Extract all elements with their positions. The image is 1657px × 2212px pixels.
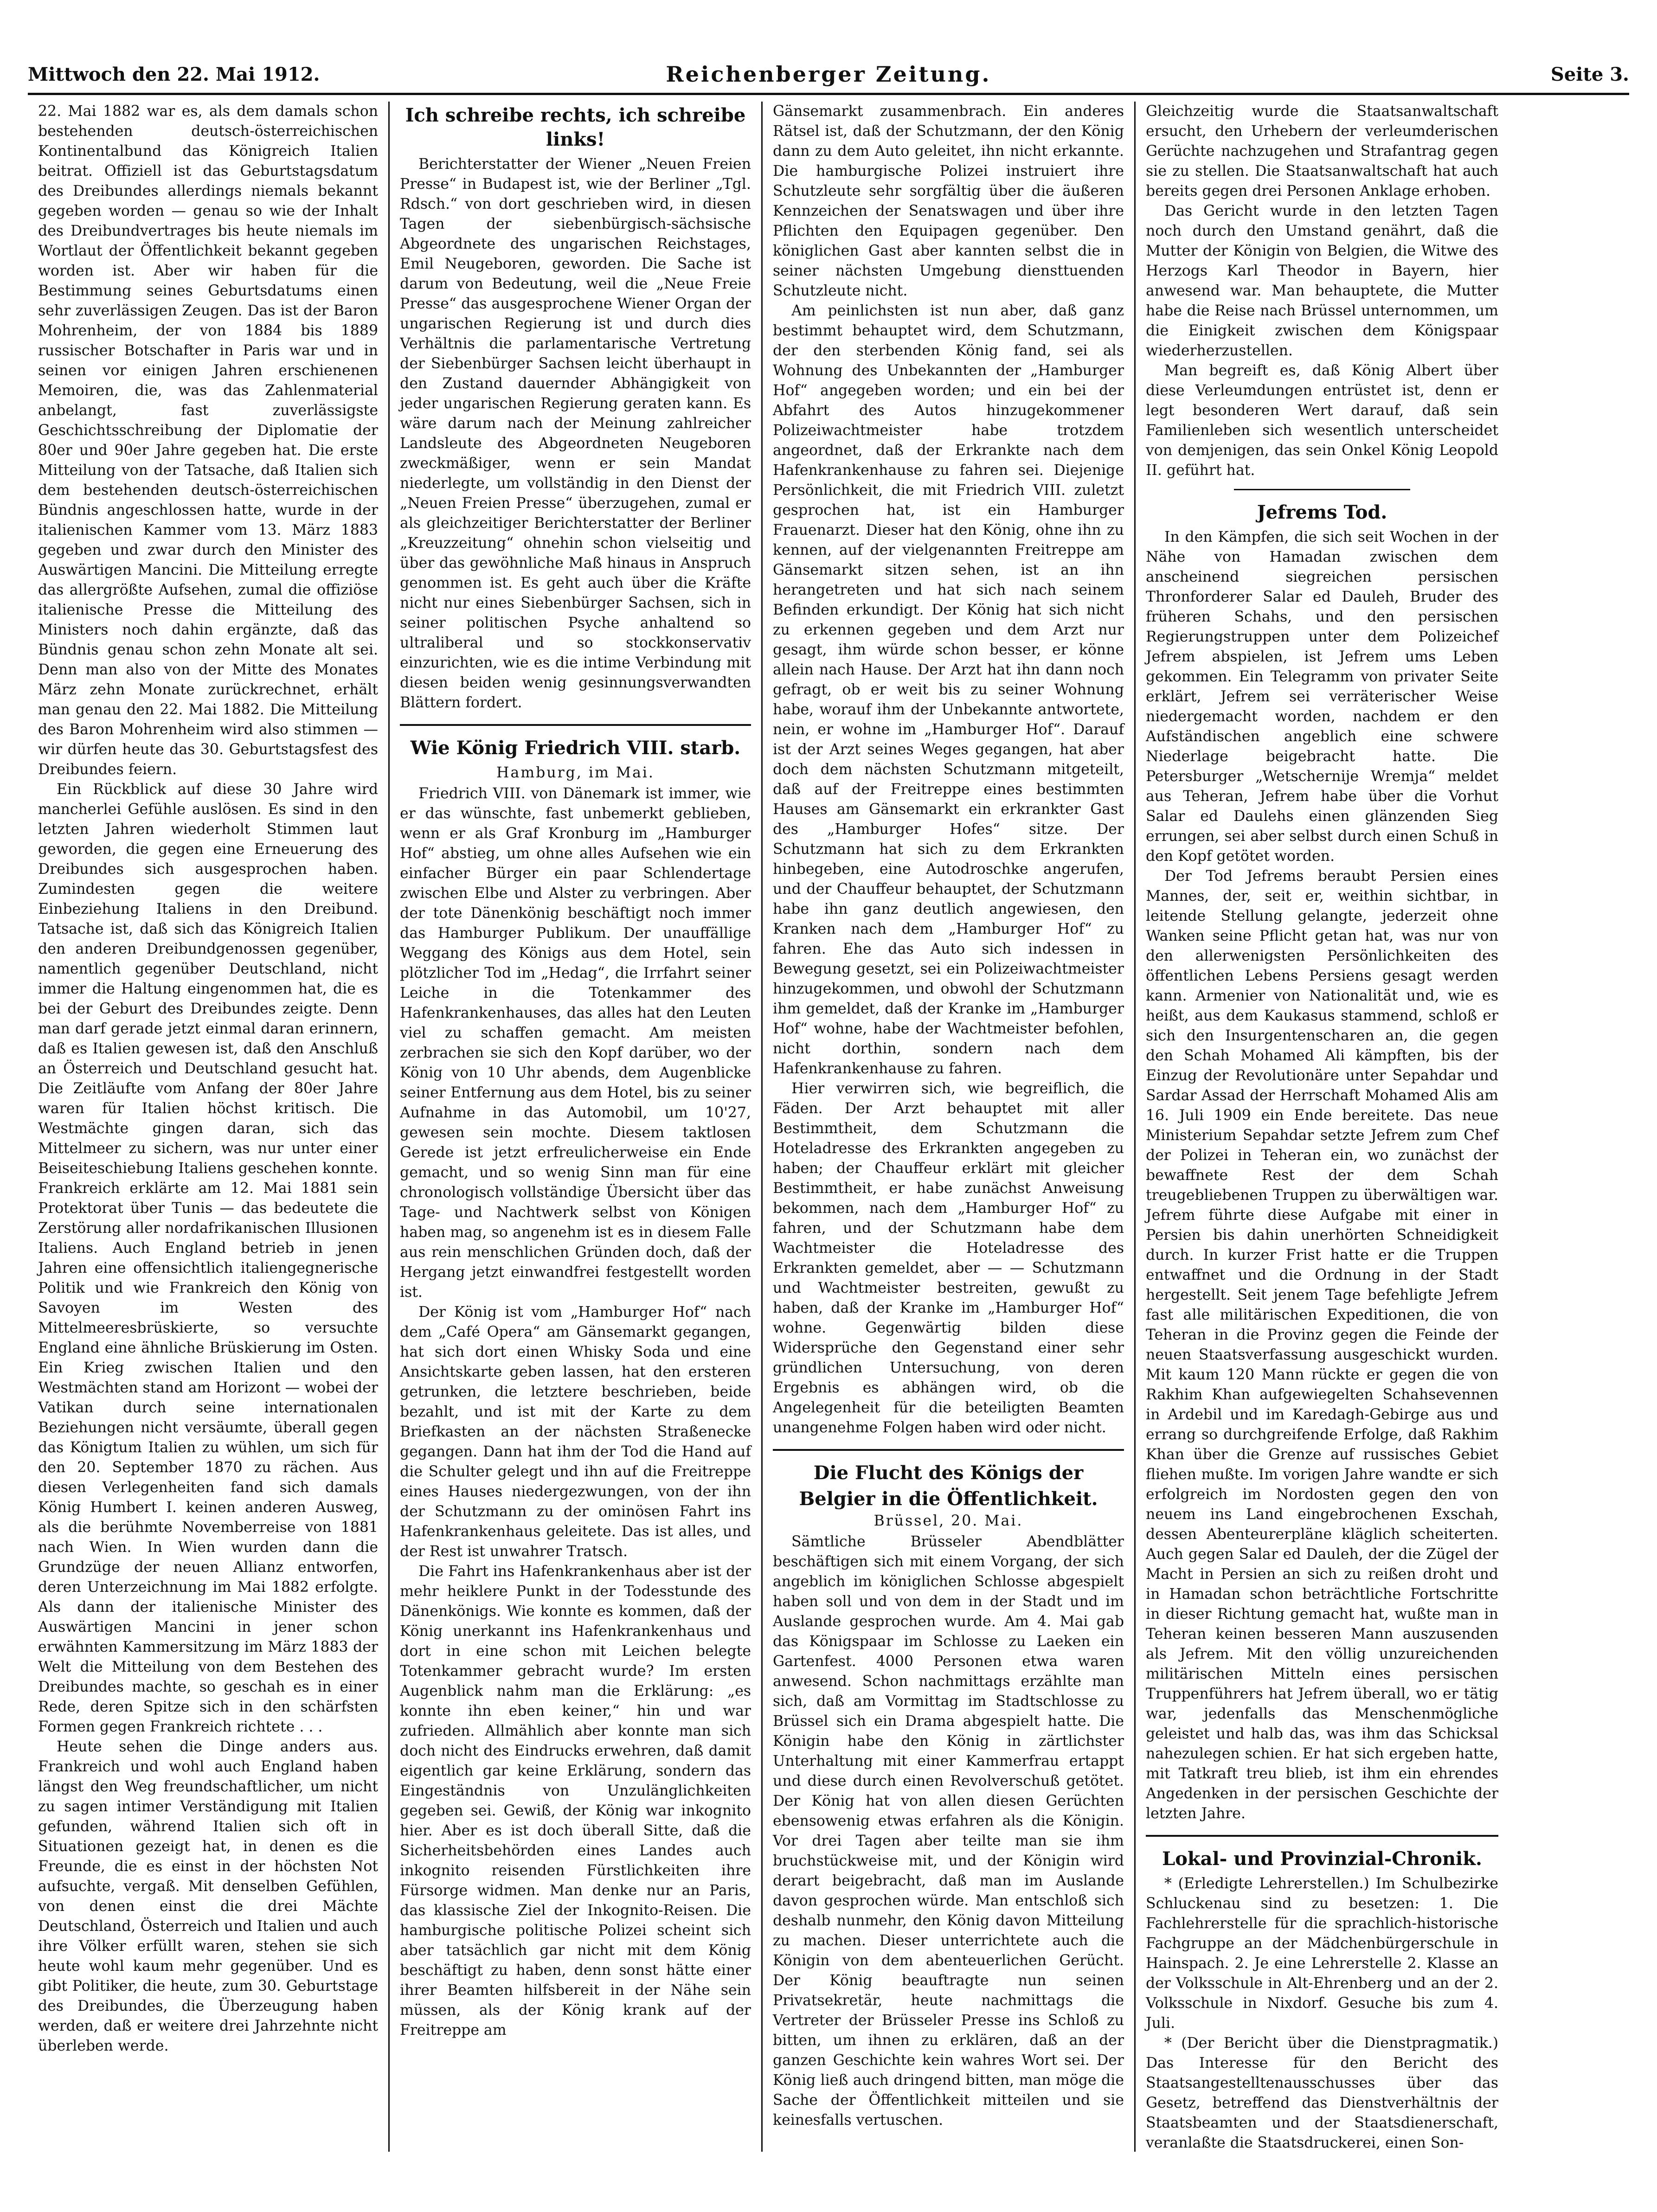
header-date: Mittwoch den 22. Mai 1912. <box>28 63 320 85</box>
article-paragraph: Die Fahrt ins Hafenkrankenhaus aber ist der mehr heiklere Punkt in der Todesstunde des Dänenkönigs. Wie konnte es kommen, daß der König unerkannt ins Hafenkrankenhaus und dort in eine schon mit Leichen belegte Totenkammer gebracht wurde? Im ersten Augenblick nahm man die Erklärung: „es konnte ihn eben keiner,“ hin und war zufrieden. Allmählich aber konnte man sich doch nicht des Eindrucks erwehren, daß damit eigentlich gar keine Erklärung, sondern das Eingeständnis von Unzulänglichkeiten gegeben sei. Gewiß, der König war inkognito hier. Aber es ist doch überall Sitte, daß die Sicherheitsbehörden eines Landes auch inkognito reisenden Fürstlichkeiten ihre Fürsorge widmen. Man denke nur an Paris, das klassische Ziel der Inkognito-Reisen. Die hamburgische politische Polizei scheint sich aber tatsächlich gar nicht mit dem König beschäftigt zu haben, denn sonst hätte einer ihrer Beamten hilfsbereit in der Nähe sein müssen, als der König krank auf der Freitreppe am <box>400 1563 751 2039</box>
article-paragraph: Der König ist vom „Hamburger Hof“ nach dem „Café Opera“ am Gänsemarkt gegangen, hat sich dort einen Whisky Soda und eine Ansichtskarte geben lassen, hat den ersteren getrunken, die letztere beschrieben, beide bezahlt, und ist mit der Karte zu dem Briefkasten an der nächsten Straßenecke gegangen. Dann hat ihm der Tod die Hand auf die Schulter gelegt und ihn auf die Freitreppe eines Hauses niedergezwungen, von der ihn der Schutzmann zu der ominösen Fahrt ins Hafenkrankenhaus geleitete. Das ist alles, und der Rest ist unwahrer Tratsch. <box>400 1304 751 1560</box>
page-header <box>28 56 1629 95</box>
headline-flucht-line2: Belgier in die Öffentlichkeit. <box>799 1488 1098 1510</box>
headline-jefrem: Jefrems Tod. <box>1257 501 1387 523</box>
newspaper-title: Reichenberger Zeitung. <box>666 62 991 87</box>
dateline: Brüssel, 20. Mai. <box>873 1513 1023 1529</box>
article-paragraph: Friedrich VIII. von Dänemark ist immer, wie er das wünschte, fast unbemerkt geblieben, wenn er als Graf Kronburg im „Hamburger Hof“ abstieg, um ohne alles Aufsehen wie ein einfacher Bürger ein paar Schlendertage zwischen Elbe und Alster zu verbringen. Aber der tote Dänenkönig beschäftigt noch immer das Hamburger Publikum. Der unauffällige Weggang des Königs aus dem Hotel, sein plötzlicher Tod im „Hedag“, die Irrfahrt seiner Leiche in die Totenkammer des Hafenkrankenhauses, das alles hat den Leuten viel zu schaffen gemacht. Am meisten zerbrachen sie sich den Kopf darüber, wo der König von 10 Uhr abends, dem Augenblicke seiner Entfernung aus dem Hotel, bis zu seiner Aufnahme in das Automobil, um 10'27, gewesen sein mochte. Diesem taktlosen Gerede ist jetzt erfreulicherweise ein Ende gemacht, und so wenig Sinn man für eine chronologisch vollständige Übersicht über das Tage- und Nachtwerk selbst von Königen haben mag, so angenehm ist es in diesem Falle aus rein menschlichen Gründen doch, daß der Hergang jetzt einwandfrei festgestellt worden ist. <box>400 785 751 1301</box>
page-number: Seite 3. <box>1550 63 1629 85</box>
column-1 <box>28 102 390 2152</box>
headline-friedrich: Wie König Friedrich VIII. starb. <box>410 737 741 759</box>
column-3 <box>763 102 1136 2152</box>
section-divider <box>1234 489 1410 490</box>
article-paragraph: Berichterstatter der Wiener „Neuen Freien Presse“ in Budapest ist, wie der Berliner „Tgl. Rdsch.“ von dort geschrieben wird, in diesen Tagen der siebenbürgisch-sächsische Abgeordnete des ungarischen Reichstages, Emil Neugeboren, geworden. Die Sache ist darum von Bedeutung, weil die „Neue Freie Presse“ das ausgesprochene Wiener Organ der ungarischen Regierung ist und durch dies Verhältnis die parlamentarische Vertretung der Siebenbürger Sachsen leicht überhaupt in den Zustand dauernder Abhängigkeit von jeder ungarischen Regierung geraten kann. Es wäre darum nach der Meinung zahlreicher Landsleute des Abgeordneten Neugeboren zweckmäßiger, wenn er sein Mandat niederlegte, um vollständig in den Dienst der „Neuen Freien Presse“ überzugehen, zumal er als gleichzeitiger Berichterstatter der Berliner „Kreuzzeitung“ ohnehin schon vielseitig und über das gewöhnliche Maß hinaus in Anspruch genommen ist. Es geht auch über die Kräfte nicht nur eines Siebenbürger Sachsen, sich in seiner politischen Psyche anhaltend so ultraliberal und so stockkonservativ einzurichten, wie es die intime Verbindung mit diesen beiden wenig gesinnungsverwandten Blättern fordert. <box>400 156 751 711</box>
section-divider <box>400 724 751 726</box>
section-divider <box>1146 1835 1498 1837</box>
article-paragraph: Ein Rückblick auf diese 30 Jahre wird mancherlei Gefühle auslösen. Es sind in den letzten Jahren wiederholt Stimmen laut geworden, die gegen eine Erneuerung des Dreibundes sich ausgesprochen haben. Zumindesten gegen die weitere Einbeziehung Italiens in den Dreibund. Tatsache ist, daß sich das Königreich Italien den anderen Dreibundgenossen gegenüber, namentlich gegenüber Deutschland, nicht immer die Haltung eingenommen hat, die es bei der Geburt des Dreibundes zeigte. Denn man darf gerade jetzt einmal daran erinnern, daß es Italien gewesen ist, daß den Anschluß an Österreich und Deutschland gesucht hat. Die Zeitläufte vom Anfang der 80er Jahre waren für Italien höchst kritisch. Die Westmächte gingen daran, sich das Mittelmeer zu sichern, was nur unter einer Beiseiteschiebung Italiens geschehen konnte. Frankreich erklärte am 12. Mai 1881 sein Protektorat über Tunis — das bedeutete die Zerstörung aller nordafrikanischen Illusionen Italiens. Auch England betrieb in jenen Jahren eine offensichtlich italiengegnerische Politik und wie Frankreich den König von Savoyen im Westen des Mittelmeeresbrüskierte, so versuchte England eine ähnliche Brüskierung im Osten. Ein Krieg zwischen Italien und den Westmächten stand am Horizont — wobei der Vatikan durch seine internationalen Beziehungen nicht versäumte, überall gegen das Königtum Italien zu wühlen, um sich für den 20. September 1870 zu rächen. Aus diesen Verlegenheiten fand sich damals König Humbert I. keinen anderen Ausweg, als die berühmte Novemberreise von 1881 nach Wien. In Wien wurden dann die Grundzüge der neuen Allianz entworfen, deren Unterzeichnung im Mai 1882 erfolgte. Als dann der italienische Minister des Auswärtigen Mancini in jener schon erwähnten Kammersitzung im März 1883 der Welt die Mitteilung von dem Bestehen des Dreibundes machte, so geschah es in einer Rede, deren Spitze sich in den schärfsten Formen gegen Frankreich richtete . . . <box>38 781 378 1735</box>
headline-flucht-line1: Die Flucht des Königs der <box>813 1462 1084 1484</box>
dateline: Hamburg, im Mai. <box>496 764 655 781</box>
article-paragraph: * (Erledigte Lehrerstellen.) Im Schulbezirke Schluckenau sind zu besetzen: 1. Die Fachlehrerstelle für die sprachlich-historische Fachgruppe an der Mädchenbürgerschule in Hainspach. 2. Je eine Lehrerstelle 2. Klasse an der Volksschule in Alt-Ehrenberg und an der 2. Volksschule in Nixdorf. Gesuche bis zum 4. Juli. <box>1146 1875 1498 2032</box>
article-paragraph: Hier verwirren sich, wie begreiflich, die Fäden. Der Arzt behauptet mit aller Bestimmtheit, dem Schutzmann die Hoteladresse des Erkrankten angegeben zu haben; der Chauffeur erklärt mit gleicher Bestimmtheit, er habe zunächst Anweisung bekommen, nach dem „Hamburger Hof“ zu fahren, und der Schutzmann habe dem Wachtmeister die Hoteladresse des Erkrankten gemeldet, aber — — Schutzmann und Wachtmeister bestreiten, gewußt zu haben, daß der Kranke im „Hamburger Hof“ wohne. Gegenwärtig bilden diese Widersprüche den Gegenstand einer sehr gründlichen Untersuchung, von deren Ergebnis es abhängen wird, ob die Angelegenheit für die beteiligten Beamten unangenehme Folgen haben wird oder nicht. <box>773 1080 1124 1436</box>
article-paragraph: * (Der Bericht über die Dienstpragmatik.) Das Interesse für den Bericht des Staatsangestelltenausschusses über das Gesetz, betreffend das Dienstverhältnis der Staatsbeamten und der Staatsdienerschaft, veranlaßte die Staatsdruckerei, einen Son- <box>1146 2035 1498 2151</box>
column-2 <box>390 102 763 2152</box>
article-paragraph: Gleichzeitig wurde die Staatsanwaltschaft ersucht, den Urhebern der verleumderischen Gerüchte nachzugehen und Strafantrag gegen sie zu stellen. Die Staatsanwaltschaft hat auch bereits gegen drei Personen Anklage erhoben. <box>1146 103 1498 199</box>
article-paragraph: Man begreift es, daß König Albert über diese Verleumdungen entrüstet ist, denn er legt besonderen Wert darauf, daß sein Familienleben sich wesentlich unterscheidet von demjenigen, das sein Onkel König Leopold II. geführt hat. <box>1146 362 1498 479</box>
article-paragraph: In den Kämpfen, die sich seit Wochen in der Nähe von Hamadan zwischen dem anscheinend siegreichen persischen Thronforderer Salar ed Dauleh, Bruder des früheren Schahs, und den persischen Regierungstruppen unter dem Polizeichef Jefrem abspielen, ist Jefrem ums Leben gekommen. Ein Telegramm von privater Seite erklärt, Jefrem sei verräterischer Weise niedergemacht worden, nachdem er den Aufständischen angeblich eine schwere Niederlage beigebracht hatte. Die Petersburger „Wetschernije Wremja“ meldet aus Teheran, Jefrem habe über die Vorhut Salar ed Daulehs einen glänzenden Sieg errungen, sei aber selbst durch einen Schuß in den Kopf getötet worden. <box>1146 529 1498 865</box>
article-paragraph: Am peinlichsten ist nun aber, daß ganz bestimmt behauptet wird, dem Schutzmann, der den sterbenden König fand, sei als Wohnung des Unbekannten der „Hamburger Hof“ angegeben worden; und ein bei der Abfahrt des Autos hinzugekommener Polizeiwachtmeister habe trotzdem angeordnet, daß der Erkrankte nach dem Hafenkrankenhause zu fahren sei. Diejenige Persönlichkeit, die mit Friedrich VIII. zuletzt gesprochen hat, ist ein Hamburger Frauenarzt. Dieser hat den König, ohne ihn zu kennen, auf der vielgenannten Freitreppe am Gänsemarkt sitzen sehen, ist an ihn herangetreten und hat sich nach seinem Befinden erkundigt. Der König hat sich nicht zu erkennen gegeben und dem Arzt nur gesagt, ihm würde schon besser, er könne allein nach Hause. Der Arzt hat ihn dann noch gefragt, ob er weit bis zu seiner Wohnung habe, worauf ihm der Unbekannte antwortete, nein, er wohne im „Hamburger Hof“. Darauf ist der Arzt seines Weges gegangen, hat aber doch dem nächsten Schutzmann mitgeteilt, daß auf der Freitreppe eines bestimmten Hauses am Gänsemarkt ein erkrankter Gast des „Hamburger Hofes“ sitze. Der Schutzmann hat sich zu dem Erkrankten hinbegeben, eine Autodroschke angerufen, und der Chauffeur behauptet, der Schutzmann habe ihn ganz deutlich angewiesen, den Kranken nach dem „Hamburger Hof“ zu fahren. Ehe das Auto sich indessen in Bewegung gesetzt, sei ein Polizeiwachtmeister hinzugekommen, und obwohl der Schutzmann ihm gemeldet, daß der Kranke im „Hamburger Hof“ wohne, habe der Wachtmeister befohlen, nicht dorthin, sondern nach dem Hafenkrankenhause zu fahren. <box>773 302 1124 1077</box>
headline-lokal-chronik: Lokal- und Provinzial-Chronik. <box>1162 1848 1482 1870</box>
article-paragraph: Sämtliche Brüsseler Abendblätter beschäftigen sich mit einem Vorgang, der sich angeblich im königlichen Schlosse abgespielt haben soll und von dem in der Stadt und im Auslande gesprochen wurde. Am 4. Mai gab das Königspaar im Schlosse zu Laeken ein Gartenfest. 4000 Personen etwa waren anwesend. Schon nachmittags erzählte man sich, daß am Vormittag im Stadtschlosse zu Brüssel sich ein Drama abgespielt hatte. Die Königin habe den König in zärtlichster Unterhaltung mit einer Kammerfrau ertappt und diese durch einen Revolverschuß getötet. Der König hat von allen diesen Gerüchten ebensowenig etwas erfahren als die Königin. Vor drei Tagen aber teilte man sie ihm bruchstückweise mit, und der Königin wird derart beigebracht, daß man im Auslande davon gesprochen würde. Man entschloß sich deshalb nunmehr, den König davon Mitteilung zu machen. Dieser unterrichtete auch die Königin von dem abenteuerlichen Gerücht. Der König beauftragte nun seinen Privatsekretär, heute nachmittags die Vertreter der Brüsseler Presse ins Schloß zu bitten, um ihnen zu erklären, daß an der ganzen Geschichte kein wahres Wort sei. Der König ließ auch dringend bitten, man möge die Sache der Öffentlichkeit mitteilen und sie keinesfalls vertuschen. <box>773 1533 1124 2129</box>
article-paragraph: Heute sehen die Dinge anders aus. Frankreich und wohl auch England haben längst den Weg freundschaftlicher, um nicht zu sagen intimer Verständigung mit Italien gefunden, während Italien sich oft in Situationen gezeigt hat, in denen es die Freunde, die es einst in der höchsten Not aufsuchte, vergaß. Mit denselben Gefühlen, von denen einst die drei Mächte Deutschland, Österreich und Italien und auch ihre Völker erfüllt waren, stehen sie sich heute wohl kaum mehr gegenüber. Und es gibt Politiker, die heute, zum 30. Geburtstage des Dreibundes, die Überzeugung haben werden, daß er weitere drei Jahrzehnte nicht überleben werde. <box>38 1738 378 2054</box>
section-divider <box>773 1449 1124 1451</box>
article-paragraph: Gänsemarkt zusammenbrach. Ein anderes Rätsel ist, daß der Schutzmann, der den König dann zu dem Auto geleitet, ihn nicht erkannte. Die hamburgische Polizei instruiert ihre Schutzleute sehr sorgfältig über die äußeren Kennzeichen der Senatswagen und über ihre Pflichten den Equipagen gegenüber. Den königlichen Gast aber kannten selbst die in seiner nächsten Umgebung diensttuenden Schutzleute nicht. <box>773 103 1124 299</box>
headline-ich-schreibe: Ich schreibe rechts, ich schreibe links! <box>405 104 746 150</box>
article-paragraph: Der Tod Jefrems beraubt Persien eines Mannes, der, seit er, weithin sichtbar, in leitende Stellung gelangte, jederzeit ohne Wanken seine Pflicht getan hat, was nur von den allerwenigsten Persönlichkeiten des öffentlichen Lebens Persiens gesagt werden kann. Armenier von Nationalität und, wie es heißt, aus dem Kaukasus stammend, schloß er sich den Insurgentenscharen an, die gegen den Schah Mohamed Ali kämpften, bis der Einzug der Revolutionäre unter Sepahdar und Sardar Assad der Herrschaft Mohamed Alis am 16. Juli 1909 ein Ende bereitete. Das neue Ministerium Sepahdar setzte Jefrem zum Chef der Polizei in Teheran ein, wo zunächst der bewaffnete Rest der dem Schah treugebliebenen Truppen zu überwältigen war. Jefrem führte diese Aufgabe mit einer in Persien bis dahin unerhörten Schneidigkeit durch. In kurzer Frist hatte er die Truppen entwaffnet und die Ordnung in der Stadt hergestellt. Seit jenem Tage befehligte Jefrem fast alle militärischen Expeditionen, die von Teheran in die Provinz gegen die Feinde der neuen Staatsverfassung ausgeschickt wurden. Mit kaum 120 Mann rückte er gegen die von Rakhim Khan aufgewiegelten Schahsevennen in Ardebil und im Karedagh-Gebirge aus und errang so durchgreifende Erfolge, daß Rakhim Khan über die Grenze auf russisches Gebiet fliehen mußte. Im vorigen Jahre wandte er sich erfolgreich im Nordosten gegen den von neuem ins Land eingebrochenen Exschah, dessen Abenteurerpläne kläglich scheiterten. Auch gegen Salar ed Dauleh, der die Zügel der Macht in Persien an sich zu reißen droht und in Hamadan schon beträchtliche Fortschritte in dieser Richtung gemacht hat, wußte man in Teheran keinen besseren Mann auszusenden als Jefrem. Mit den völlig unzureichenden militärischen Mitteln eines persischen Truppenführers hat Jefrem überall, wo er tätig war, jedenfalls das Menschenmögliche geleistet und halb das, was ihm das Schicksal nahezulegen schien. Er hat sich ergeben hatte, mit Tatkraft treu blieb, ist ihm ein ehrendes Angedenken in der persischen Geschichte der letzten Jahre. <box>1146 868 1498 1822</box>
column-4 <box>1136 102 1509 2152</box>
article-paragraph: Das Gericht wurde in den letzten Tagen noch durch den Umstand genährt, daß die Mutter der Königin von Belgien, die Witwe des Herzogs Karl Theodor in Bayern, hier anwesend war. Man behauptete, die Mutter habe die Reise nach Brüssel unternommen, um die Einigkeit zwischen dem Königspaar wiederherzustellen. <box>1146 203 1498 359</box>
columns <box>28 102 1629 2152</box>
article-paragraph: 22. Mai 1882 war es, als dem damals schon bestehenden deutsch-österreichischen Kontinentalbund das Königreich Italien beitrat. Offiziell ist das Geburtstagsdatum des Dreibundes allerdings niemals bekannt gegeben worden — genau so wie der Inhalt des Dreibundvertrages bis heute niemals im Wortlaut der Öffentlichkeit bekannt gegeben worden ist. Aber wir haben für die Bestimmung seines Geburtsdatums einen sehr zuverlässigen Zeugen. Das ist der Baron Mohrenheim, der von 1884 bis 1889 russischer Botschafter in Paris war und in seinen vor einigen Jahren erschienenen Memoiren, die, was das Zahlenmaterial anbelangt, fast zuverlässigste Geschichtsschreibung der Diplomatie der 80er und 90er Jahre gegeben hat. Die erste Mitteilung von der Tatsache, daß Italien sich dem bestehenden deutsch-österreichischen Bündnis angeschlossen hatte, wurde in der italienischen Kammer vom 13. März 1883 gegeben und zwar durch den Minister des Auswärtigen Mancini. Die Mitteilung erregte das allergrößte Aufsehen, zumal die offiziöse italienische Presse die Mitteilung des Ministers noch dahin ergänzte, daß das Bündnis genau schon zehn Monate alt sei. Denn man also von der Mitte des Monates März zehn Monate zurückrechnet, erhält man genau den 22. Mai 1882. Die Mitteilung des Baron Mohrenheim wird also stimmen — wir dürfen heute das 30. Geburtstagsfest des Dreibundes feiern. <box>38 103 378 778</box>
